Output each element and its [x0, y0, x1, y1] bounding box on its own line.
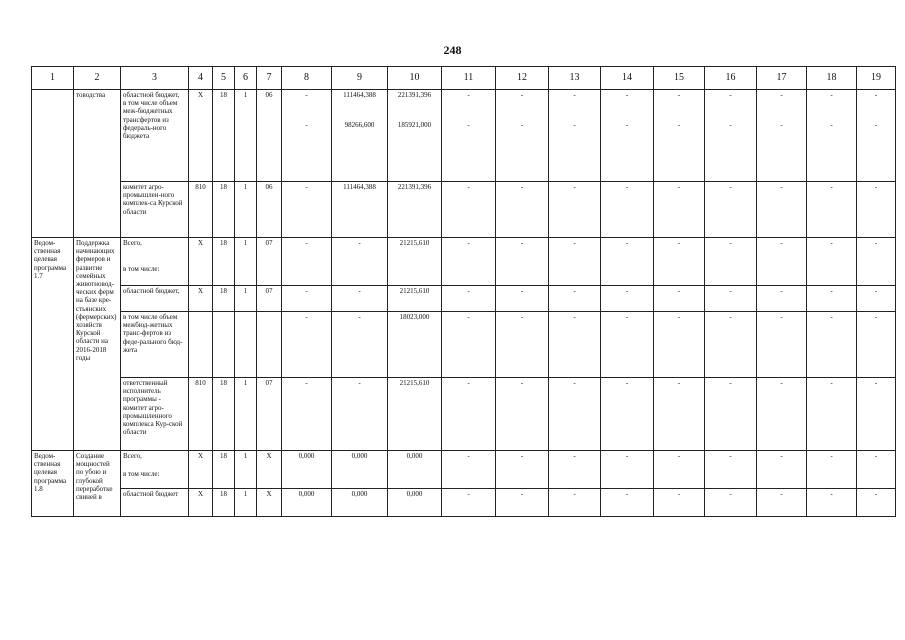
- cell: 18: [213, 489, 235, 517]
- cell-text: -: [874, 121, 878, 130]
- cell: -: [282, 378, 332, 451]
- header-cell: 7: [257, 67, 282, 90]
- cell-text: областной бюджет,: [123, 91, 180, 99]
- cell: [189, 312, 213, 378]
- cell: 0,000: [388, 489, 442, 517]
- cell: 21215,610: [388, 378, 442, 451]
- cell: -: [549, 286, 601, 312]
- cell: 18: [213, 182, 235, 238]
- cell: 810: [189, 182, 213, 238]
- cell: -: [442, 286, 496, 312]
- header-cell: 6: [235, 67, 257, 90]
- cell: -: [601, 238, 654, 286]
- budget-table: [31, 66, 896, 517]
- cell-text: 111464,388: [343, 91, 376, 99]
- cell: -: [757, 238, 807, 286]
- cell-text: -: [573, 121, 576, 130]
- cell: -: [705, 312, 757, 378]
- table-row: [32, 182, 896, 238]
- table-row: [32, 451, 896, 489]
- cell: X: [257, 451, 282, 489]
- cell: [654, 90, 705, 182]
- cell: -: [757, 286, 807, 312]
- cell: -: [654, 238, 705, 286]
- header-cell: 1: [32, 67, 74, 90]
- cell: [549, 90, 601, 182]
- cell: -: [705, 489, 757, 517]
- header-cell: 16: [705, 67, 757, 90]
- cell: -: [332, 238, 388, 286]
- cell: -: [496, 182, 549, 238]
- cell-text: -: [780, 121, 783, 130]
- cell: [807, 90, 857, 182]
- table-row: [32, 286, 896, 312]
- cell: 21215,610: [388, 238, 442, 286]
- cell-text: 221391,396: [397, 91, 432, 99]
- cell: -: [807, 451, 857, 489]
- cell-text: -: [830, 91, 833, 99]
- cell: 1: [235, 238, 257, 286]
- cell-text: в том числе объем меж-бюджетных трансфертов из федераль-ного бюджета: [123, 99, 178, 141]
- cell: -: [757, 489, 807, 517]
- cell: -: [857, 489, 896, 517]
- cell: -: [442, 182, 496, 238]
- cell: -: [496, 489, 549, 517]
- cell: X: [189, 286, 213, 312]
- header-cell: 2: [74, 67, 121, 90]
- cell: 111464,388: [332, 182, 388, 238]
- cell-text: -: [677, 121, 681, 130]
- cell-text: -: [830, 121, 833, 130]
- cell: -: [442, 378, 496, 451]
- cell: 18: [213, 238, 235, 286]
- cell: X: [257, 489, 282, 517]
- cell: [282, 90, 332, 182]
- cell-text: -: [467, 121, 470, 130]
- cell: 1: [235, 286, 257, 312]
- cell: -: [601, 286, 654, 312]
- header-cell: 19: [857, 67, 896, 90]
- cell: -: [757, 312, 807, 378]
- cell: -: [757, 451, 807, 489]
- cell: [332, 90, 388, 182]
- cell: 06: [257, 182, 282, 238]
- cell: [442, 90, 496, 182]
- cell-text: -: [305, 121, 308, 130]
- cell: 1: [235, 90, 257, 182]
- cell: 21215,610: [388, 286, 442, 312]
- table-row: [32, 312, 896, 378]
- cell: -: [807, 312, 857, 378]
- header-cell: 12: [496, 67, 549, 90]
- cell: -: [282, 182, 332, 238]
- cell: -: [601, 451, 654, 489]
- cell-col2: Поддержка начинающих фермеров и развитие семейных животновод-ческих ферм на базе кре-стьянских (фермерских) хозяйств Курской области на 2016-2018 годы: [74, 238, 121, 451]
- cell: 07: [257, 238, 282, 286]
- cell-text: -: [467, 91, 470, 99]
- cell: -: [601, 182, 654, 238]
- cell: -: [857, 238, 896, 286]
- cell: -: [654, 182, 705, 238]
- cell: -: [282, 312, 332, 378]
- cell: 18: [213, 90, 235, 182]
- cell: -: [857, 451, 896, 489]
- cell: -: [549, 182, 601, 238]
- cell-text: -: [874, 91, 878, 99]
- cell-col3: [121, 90, 189, 182]
- header-row: [32, 67, 896, 90]
- cell: -: [496, 312, 549, 378]
- cell: X: [189, 90, 213, 182]
- cell: -: [705, 182, 757, 238]
- cell-text: -: [677, 91, 681, 99]
- cell-col3: комитет агро-промышлен-ного комплек-са Курской области: [121, 182, 189, 238]
- header-cell: 13: [549, 67, 601, 90]
- cell: -: [442, 312, 496, 378]
- cell-text: в том числе:: [123, 470, 160, 479]
- cell: [857, 90, 896, 182]
- cell: 18: [213, 286, 235, 312]
- cell-col1: Ведом-ственная целевая программа 1.7: [32, 238, 74, 451]
- cell: 221391,396: [388, 182, 442, 238]
- cell: X: [189, 451, 213, 489]
- cell: [496, 90, 549, 182]
- cell: -: [705, 238, 757, 286]
- cell: -: [807, 238, 857, 286]
- cell: 0,000: [282, 451, 332, 489]
- cell: -: [757, 378, 807, 451]
- cell-text: Всего,: [123, 452, 142, 460]
- cell: -: [442, 489, 496, 517]
- table-row: [32, 90, 896, 182]
- header-cell: 18: [807, 67, 857, 90]
- cell-col3: областной бюджет: [121, 489, 189, 517]
- cell: 1: [235, 489, 257, 517]
- cell-col3: ответственный исполнитель программы - комитет агро-промышленного комплекса Кур-ской области: [121, 378, 189, 451]
- cell: -: [857, 286, 896, 312]
- cell: [705, 90, 757, 182]
- cell: -: [332, 286, 388, 312]
- cell: -: [332, 312, 388, 378]
- cell: -: [496, 378, 549, 451]
- cell: 0,000: [282, 489, 332, 517]
- cell-col1: [32, 90, 74, 238]
- cell: -: [496, 451, 549, 489]
- cell: -: [807, 286, 857, 312]
- cell: -: [654, 451, 705, 489]
- cell-text: 185921,000: [397, 121, 432, 130]
- header-cell: 5: [213, 67, 235, 90]
- cell-text: -: [305, 91, 308, 99]
- cell: 0,000: [332, 489, 388, 517]
- header-cell: 10: [388, 67, 442, 90]
- cell: -: [857, 182, 896, 238]
- cell: -: [442, 238, 496, 286]
- cell: -: [601, 312, 654, 378]
- header-cell: 17: [757, 67, 807, 90]
- cell: -: [654, 378, 705, 451]
- cell-text: -: [520, 91, 524, 99]
- cell-text: -: [625, 91, 629, 99]
- cell-text: -: [573, 91, 576, 99]
- cell: -: [705, 286, 757, 312]
- page-number: 248: [443, 43, 462, 57]
- cell: -: [549, 451, 601, 489]
- cell: X: [189, 489, 213, 517]
- cell: -: [857, 312, 896, 378]
- cell: -: [496, 238, 549, 286]
- header-cell: 14: [601, 67, 654, 90]
- cell: 0,000: [332, 451, 388, 489]
- cell: 1: [235, 182, 257, 238]
- cell-col3: в том числе объем межбюд-жетных транс-фертов из феде-рального бюд-жета: [121, 312, 189, 378]
- header-cell: 11: [442, 67, 496, 90]
- header-cell: 4: [189, 67, 213, 90]
- cell: 1: [235, 451, 257, 489]
- cell-text: -: [520, 121, 524, 130]
- cell: -: [807, 182, 857, 238]
- cell-text: -: [729, 121, 732, 130]
- cell: 18023,000: [388, 312, 442, 378]
- cell: 1: [235, 378, 257, 451]
- cell-col3: [121, 451, 189, 489]
- cell: -: [549, 312, 601, 378]
- cell: -: [282, 238, 332, 286]
- cell-col2: товодства: [74, 90, 121, 238]
- cell-text: Всего,: [123, 239, 142, 247]
- header-cell: 15: [654, 67, 705, 90]
- cell: -: [601, 378, 654, 451]
- cell: -: [549, 489, 601, 517]
- cell: -: [549, 238, 601, 286]
- cell-col2: Создание мощностей по убою и глубокой переработке свиней в: [74, 451, 121, 517]
- cell: -: [282, 286, 332, 312]
- cell: -: [601, 489, 654, 517]
- cell: -: [496, 286, 549, 312]
- cell: -: [654, 489, 705, 517]
- cell-text: -: [780, 91, 783, 99]
- cell: -: [705, 378, 757, 451]
- cell: 0,000: [388, 451, 442, 489]
- cell: 18: [213, 378, 235, 451]
- cell-text: -: [625, 121, 629, 130]
- cell: 07: [257, 378, 282, 451]
- cell: -: [705, 451, 757, 489]
- cell: 06: [257, 90, 282, 182]
- cell-text: -: [729, 91, 732, 99]
- cell: -: [442, 451, 496, 489]
- cell: -: [654, 312, 705, 378]
- table-row: [32, 378, 896, 451]
- cell: [235, 312, 257, 378]
- cell: -: [549, 378, 601, 451]
- cell: [257, 312, 282, 378]
- cell: [388, 90, 442, 182]
- cell: 810: [189, 378, 213, 451]
- cell: -: [857, 378, 896, 451]
- cell: -: [807, 378, 857, 451]
- cell: X: [189, 238, 213, 286]
- cell: [757, 90, 807, 182]
- cell: 18: [213, 451, 235, 489]
- header-cell: 3: [121, 67, 189, 90]
- cell-text: 98266,600: [344, 121, 375, 130]
- cell-text: в том числе:: [123, 265, 160, 274]
- cell: 07: [257, 286, 282, 312]
- table-row: [32, 238, 896, 286]
- cell-col3: областной бюджет,: [121, 286, 189, 312]
- cell: -: [757, 182, 807, 238]
- header-cell: 9: [332, 67, 388, 90]
- cell: -: [332, 378, 388, 451]
- cell: -: [654, 286, 705, 312]
- cell-col3: [121, 238, 189, 286]
- table-row: [32, 489, 896, 517]
- header-cell: 8: [282, 67, 332, 90]
- cell: -: [807, 489, 857, 517]
- cell: [601, 90, 654, 182]
- cell-col1: Ведом-ственная целевая программа 1.8: [32, 451, 74, 517]
- cell: [213, 312, 235, 378]
